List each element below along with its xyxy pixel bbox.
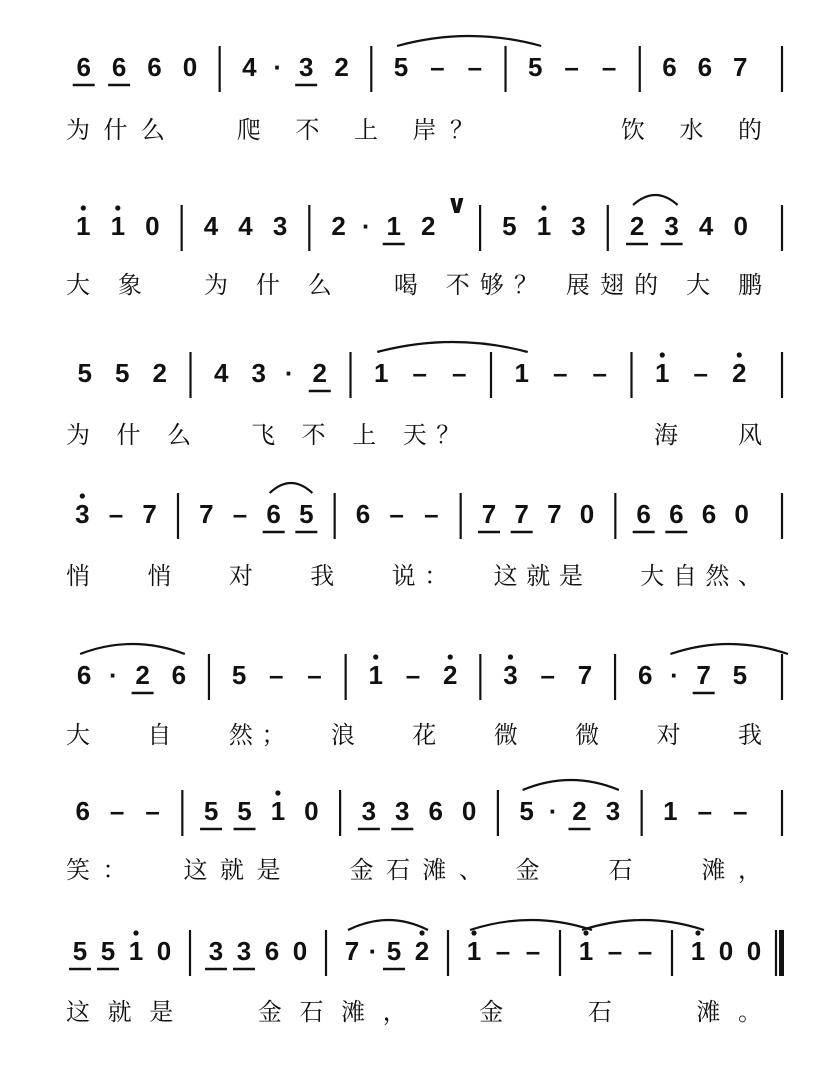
note-digit: 4: [238, 211, 253, 241]
note-digit: 2: [334, 52, 349, 82]
note-digit: 7: [547, 499, 562, 529]
note-digit: 1: [110, 211, 126, 241]
note-digit: 6: [662, 52, 677, 82]
note-digit: 3: [208, 936, 224, 966]
note-digit: 6: [697, 52, 713, 82]
extension-dash: –: [697, 796, 713, 826]
high-octave-dot: [115, 205, 120, 210]
high-octave-dot: [448, 654, 453, 659]
note-digit: 7: [199, 499, 214, 529]
extension-dash: –: [307, 660, 322, 690]
note-digit: 3: [236, 936, 252, 966]
note-digit: 6: [76, 660, 92, 690]
note-digit: 7: [733, 52, 748, 82]
note-digit: 1: [690, 936, 706, 966]
note-digit: 1: [368, 660, 383, 690]
note-digit: 4: [242, 52, 257, 82]
high-octave-dot: [660, 352, 665, 357]
extension-dash: –: [430, 52, 445, 82]
note-digit: 6: [147, 52, 162, 82]
note-digit: 6: [355, 499, 371, 529]
extension-dash: –: [145, 796, 160, 826]
extension-dash: –: [607, 936, 623, 966]
note-digit: 3: [298, 52, 314, 82]
note-digit: 6: [637, 660, 653, 690]
extension-dash: –: [108, 499, 124, 529]
note-digit: 7: [514, 499, 529, 529]
note-digit: 5: [502, 211, 517, 241]
note-digit: 5: [100, 936, 116, 966]
dotted-note-dot: ·: [284, 358, 294, 388]
note-digit: 7: [696, 660, 711, 690]
note-digit: 2: [443, 660, 458, 690]
note-digit: 3: [75, 499, 90, 529]
note-digit: 7: [577, 660, 593, 690]
lyric-line-6: 笑： 这就是 金石滩、 金 石 滩，: [66, 856, 762, 884]
note-digit: 3: [664, 211, 679, 241]
high-octave-dot: [508, 654, 513, 659]
dotted-note-dot: ·: [670, 660, 679, 690]
extension-dash: –: [601, 52, 617, 82]
note-digit: 2: [135, 660, 150, 690]
extension-dash: –: [564, 52, 579, 82]
high-octave-dot: [695, 930, 700, 935]
extension-dash: –: [592, 358, 607, 388]
lyric-line-7: 这就是 金石滩， 金 石 滩。: [66, 998, 762, 1026]
tie-arc: [633, 195, 678, 205]
tie-arc: [670, 644, 788, 654]
note-digit: 4: [698, 211, 714, 241]
note-digit: 2: [572, 796, 587, 826]
lyric-line-5: 大 自 然； 浪 花 微 微 对 我: [66, 721, 762, 749]
high-octave-dot: [737, 352, 742, 357]
note-digit: 7: [142, 499, 157, 529]
note-digit: 3: [571, 211, 586, 241]
high-octave-dot: [373, 654, 378, 659]
tie-arc: [377, 342, 528, 352]
high-octave-dot: [471, 930, 476, 935]
extension-dash: –: [467, 52, 483, 82]
note-digit: 0: [156, 936, 172, 966]
note-digit: 2: [152, 358, 167, 388]
extension-dash: –: [389, 499, 404, 529]
note-digit: 1: [386, 211, 401, 241]
tie-arc: [582, 920, 704, 930]
extension-dash: –: [269, 660, 284, 690]
score-line-6: [75, 780, 782, 836]
lyric-line-4: 悄 悄 对 我 说： 这就是 大自然、: [66, 562, 762, 590]
high-octave-dot: [419, 930, 424, 935]
note-digit: 0: [734, 499, 749, 529]
note-digit: 1: [374, 358, 389, 388]
note-digit: 7: [344, 936, 360, 966]
note-digit: 1: [663, 796, 678, 826]
note-digit: 6: [636, 499, 651, 529]
note-digit: 0: [733, 211, 748, 241]
extension-dash: –: [495, 936, 511, 966]
note-digit: 2: [732, 358, 747, 388]
high-octave-dot: [80, 493, 85, 498]
note-digit: 6: [75, 796, 90, 826]
note-digit: 6: [669, 499, 684, 529]
extension-dash: –: [412, 358, 427, 388]
note-digit: 1: [655, 358, 670, 388]
note-digit: 3: [605, 796, 621, 826]
note-digit: 0: [304, 796, 319, 826]
score-line-2: [76, 189, 782, 251]
score-line-3: [78, 342, 782, 398]
high-octave-dot: [275, 790, 280, 795]
extension-dash: –: [553, 358, 568, 388]
dotted-note-dot: ·: [548, 796, 558, 826]
extension-dash: –: [637, 936, 653, 966]
note-digit: 3: [272, 211, 288, 241]
note-digit: 5: [231, 660, 247, 690]
high-octave-dot: [541, 205, 546, 210]
note-digit: 5: [393, 52, 409, 82]
extension-dash: –: [109, 796, 125, 826]
high-octave-dot: [81, 205, 86, 210]
final-barline-thick: [779, 930, 784, 976]
dotted-note-dot: ·: [368, 936, 378, 966]
note-digit: 5: [519, 796, 534, 826]
note-digit: 6: [171, 660, 187, 690]
note-digit: 6: [701, 499, 717, 529]
note-digit: 3: [251, 358, 266, 388]
note-digit: 5: [237, 796, 252, 826]
lyric-line-2: 大 象 为 什 么 喝 不够？ 展翅的 大 鹏: [66, 271, 762, 299]
note-digit: 2: [312, 358, 327, 388]
note-digit: 6: [264, 936, 280, 966]
tie-arc: [523, 780, 619, 790]
tie-arc: [348, 920, 428, 930]
dotted-note-dot: ·: [273, 52, 283, 82]
tie-arc: [270, 483, 313, 493]
lyric-line-1: 为什么 爬 不 上 岸？ 饮 水 的: [66, 116, 762, 144]
tie-arc: [80, 644, 185, 654]
note-digit: 1: [536, 211, 552, 241]
note-digit: 5: [203, 796, 219, 826]
score-line-7: [69, 920, 784, 976]
note-digit: 2: [421, 211, 436, 241]
score-line-4: [75, 483, 782, 539]
note-digit: 0: [182, 52, 198, 82]
score-line-1: [73, 36, 782, 92]
note-digit: 5: [299, 499, 314, 529]
note-digit: 3: [395, 796, 410, 826]
dotted-note-dot: ·: [109, 660, 118, 690]
note-digit: 1: [76, 211, 91, 241]
note-digit: 0: [461, 796, 477, 826]
note-digit: 3: [361, 796, 377, 826]
note-digit: 5: [732, 660, 748, 690]
note-digit: 2: [331, 211, 346, 241]
breath-mark: ∨: [446, 189, 468, 219]
note-digit: 4: [203, 211, 219, 241]
high-octave-dot: [133, 930, 138, 935]
score-line-5: [77, 644, 788, 700]
note-digit: 5: [386, 936, 402, 966]
note-digit: 0: [579, 499, 595, 529]
note-digit: 0: [292, 936, 308, 966]
note-digit: 1: [270, 796, 286, 826]
extension-dash: –: [540, 660, 555, 690]
high-octave-dot: [583, 930, 588, 935]
note-digit: 6: [428, 796, 443, 826]
note-digit: 6: [76, 52, 91, 82]
note-digit: 5: [115, 358, 130, 388]
extension-dash: –: [405, 660, 421, 690]
extension-dash: –: [424, 499, 439, 529]
note-digit: 4: [214, 358, 229, 388]
note-digit: 5: [77, 358, 92, 388]
extension-dash: –: [232, 499, 248, 529]
lyric-line-3: 为 什 么 飞 不 上 天？ 海 风: [66, 421, 762, 449]
note-digit: 6: [111, 52, 127, 82]
note-digit: 7: [481, 499, 497, 529]
extension-dash: –: [452, 358, 467, 388]
note-digit: 0: [145, 211, 160, 241]
note-digit: 6: [266, 499, 281, 529]
note-digit: 2: [629, 211, 645, 241]
note-digit: 0: [718, 936, 734, 966]
note-digit: 2: [414, 936, 430, 966]
note-digit: 5: [528, 52, 543, 82]
note-digit: 3: [503, 660, 518, 690]
note-digit: 5: [72, 936, 88, 966]
note-digit: 1: [578, 936, 594, 966]
extension-dash: –: [693, 358, 708, 388]
note-digit: 1: [128, 936, 144, 966]
tie-arc: [470, 920, 592, 930]
note-digit: 1: [466, 936, 482, 966]
extension-dash: –: [525, 936, 541, 966]
dotted-note-dot: ·: [361, 211, 371, 241]
note-digit: 0: [746, 936, 762, 966]
tie-arc: [397, 36, 541, 46]
extension-dash: –: [733, 796, 748, 826]
note-digit: 1: [514, 358, 529, 388]
